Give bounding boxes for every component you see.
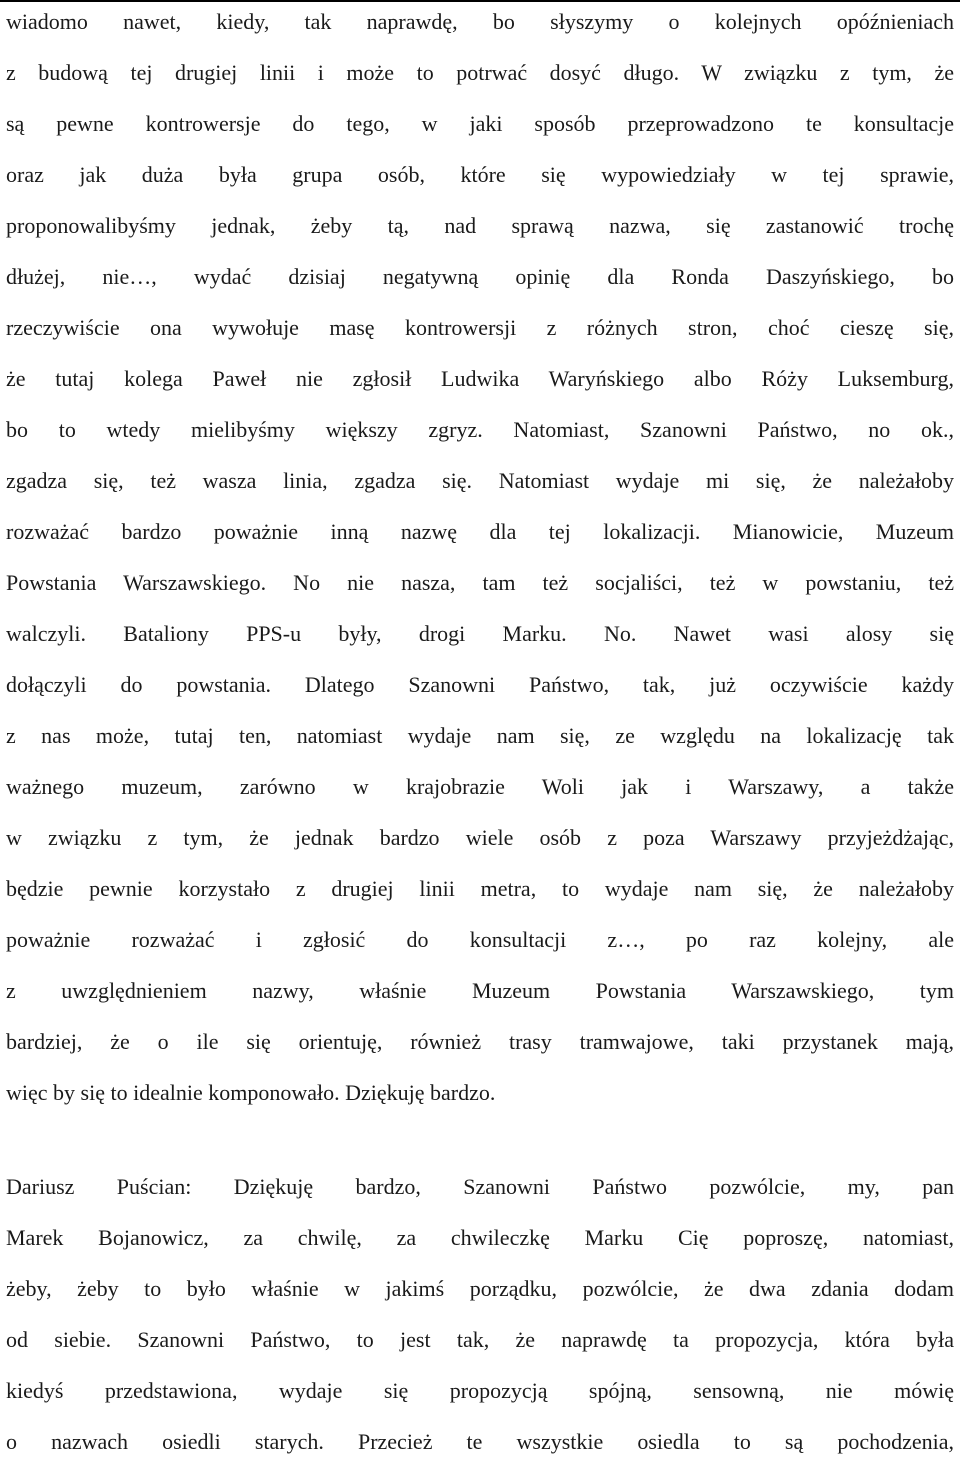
- text-line: z uwzględnieniem nazwy, właśnie Muzeum Powstania Warszawskiego, tym: [6, 978, 954, 1003]
- text-line: rzeczywiście ona wywołuje masę kontrowersji z różnych stron, choć cieszę się,: [6, 315, 954, 340]
- text-line: od siebie. Szanowni Państwo, to jest tak, że naprawdę ta propozycja, która była: [6, 1327, 954, 1352]
- text-line: wiadomo nawet, kiedy, tak naprawdę, bo słyszymy o kolejnych opóźnieniach: [6, 9, 954, 34]
- text-line: oraz jak duża była grupa osób, które się wypowiedziały w tej sprawie,: [6, 162, 954, 187]
- text-line: walczyli. Bataliony PPS-u były, drogi Marku. No. Nawet wasi alosy się: [6, 621, 954, 646]
- text-line: bardziej, że o ile się orientuję, również trasy tramwajowe, taki przystanek mają,: [6, 1029, 954, 1054]
- text-line: że tutaj kolega Paweł nie zgłosił Ludwika Waryńskiego albo Róży Luksemburg,: [6, 366, 954, 391]
- text-line: ważnego muzeum, zarówno w krajobrazie Woli jak i Warszawy, a także: [6, 774, 954, 799]
- text-line: więc by się to idealnie komponowało. Dziękuję bardzo.: [6, 1080, 496, 1105]
- text-line: Dariusz Puścian: Dziękuję bardzo, Szanowni Państwo pozwólcie, my, pan: [6, 1174, 954, 1199]
- text-line: z nas może, tutaj ten, natomiast wydaje nam się, ze względu na lokalizację tak: [6, 723, 954, 748]
- text-line: rozważać bardzo poważnie inną nazwę dla tej lokalizacji. Mianowicie, Muzeum: [6, 519, 954, 544]
- text-line: bo to wtedy mielibyśmy większy zgryz. Natomiast, Szanowni Państwo, no ok.,: [6, 417, 954, 442]
- paragraph-1: [6, 0, 954, 1118]
- text-line: dołączyli do powstania. Dlatego Szanowni Państwo, tak, już oczywiście każdy: [6, 672, 954, 697]
- text-line: będzie pewnie korzystało z drugiej linii metra, to wydaje nam się, że należałoby: [6, 876, 954, 901]
- text-line: w związku z tym, że jednak bardzo wiele osób z poza Warszawy przyjeżdżając,: [6, 825, 954, 850]
- text-line: kiedyś przedstawiona, wydaje się propozycją spójną, sensowną, nie mówię: [6, 1378, 954, 1403]
- text-line: o nazwach osiedli starych. Przecież te wszystkie osiedla to są pochodzenia,: [6, 1429, 954, 1454]
- text-line: poważnie rozważać i zgłosić do konsultacji z…, po raz kolejny, ale: [6, 927, 954, 952]
- text-line: są pewne kontrowersje do tego, w jaki sposób przeprowadzono te konsultacje: [6, 111, 954, 136]
- text-line: zgadza się, też wasza linia, zgadza się. Natomiast wydaje mi się, że należałoby: [6, 468, 954, 493]
- text-line: proponowalibyśmy jednak, żeby tą, nad sprawą nazwa, się zastanowić trochę: [6, 213, 954, 238]
- text-line: żeby, żeby to było właśnie w jakimś porządku, pozwólcie, że dwa zdania dodam: [6, 1276, 954, 1301]
- text-line: dłużej, nie…, wydać dzisiaj negatywną opinię dla Ronda Daszyńskiego, bo: [6, 264, 954, 289]
- paragraph-2: [6, 1161, 954, 1467]
- text-line: z budową tej drugiej linii i może to potrwać dosyć długo. W związku z tym, że: [6, 60, 954, 85]
- text-line: Marek Bojanowicz, za chwilę, za chwileczkę Marku Cię poproszę, natomiast,: [6, 1225, 954, 1250]
- text-line: Powstania Warszawskiego. No nie nasza, tam też socjaliści, też w powstaniu, też: [6, 570, 954, 595]
